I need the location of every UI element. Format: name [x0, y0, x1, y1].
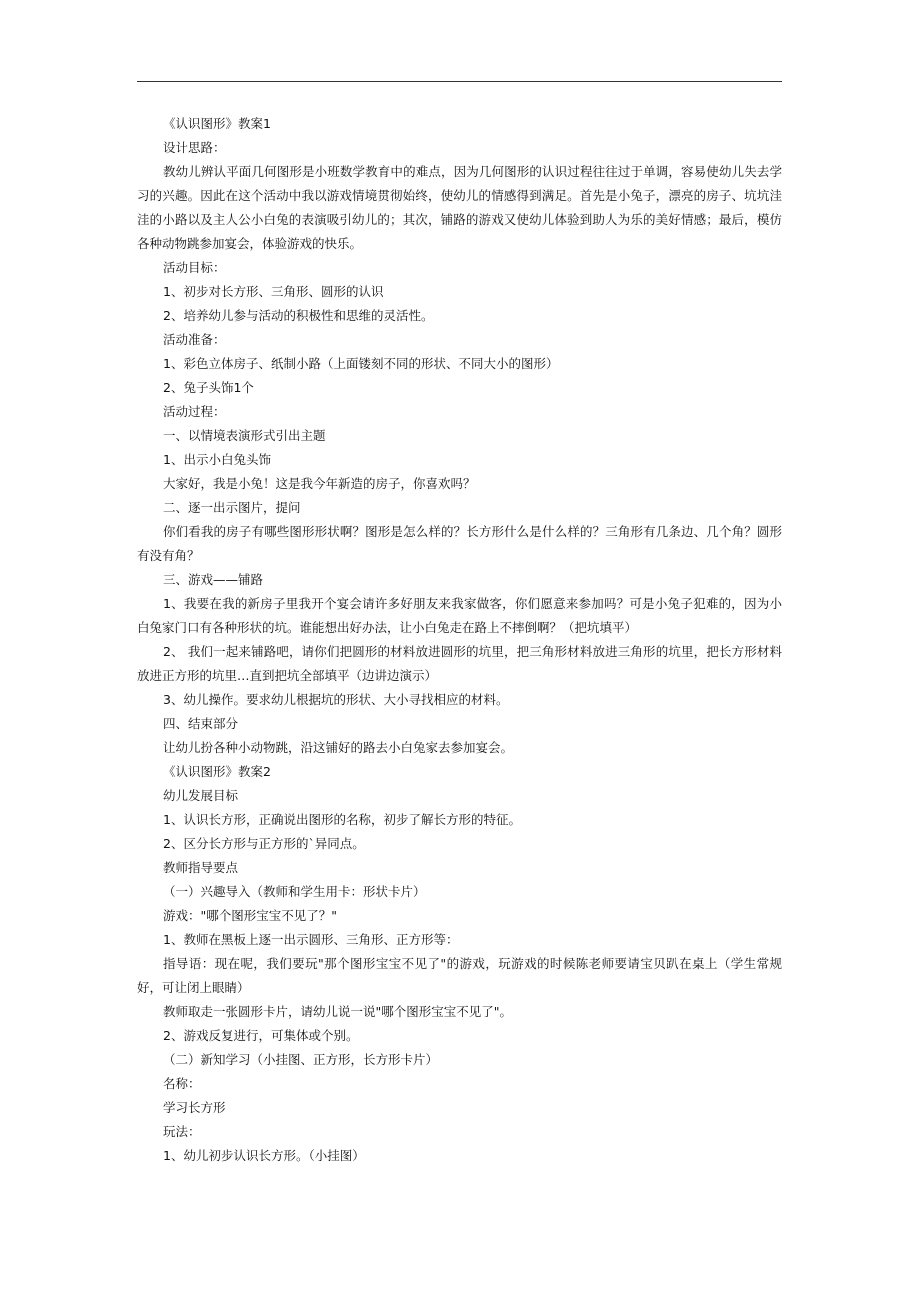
paragraph: 大家好，我是小兔！这是我今年新造的房子，你喜欢吗？: [163, 476, 476, 491]
paragraph: 幼儿发展目标: [163, 788, 239, 803]
paragraph: 学习长方形: [163, 1100, 226, 1115]
paragraph: 游戏："哪个图形宝宝不见了？": [163, 908, 337, 923]
lesson-1-title: 《认识图形》教案1: [163, 116, 271, 131]
document-body: [137, 112, 782, 1168]
paragraph: 2、兔子头饰1个: [163, 380, 254, 395]
paragraph: 2、 我们一起来铺路吧，请你们把圆形的材料放进圆形的坑里，把三角形材料放进三角形的坑里，把长方形材料放进正方形的坑里…直到把坑全部填平（边讲边演示）: [137, 644, 782, 683]
paragraph: 一、以情境表演形式引出主题: [163, 428, 326, 443]
paragraph: 1、幼儿初步认识长方形。（小挂图）: [163, 1148, 365, 1163]
paragraph: 教师取走一张圆形卡片，请幼儿说一说"哪个图形宝宝不见了"。: [163, 1004, 513, 1019]
paragraph: 教幼儿辨认平面几何图形是小班数学教育中的难点，因为几何图形的认识过程往往过于单调，容易使幼儿失去学习的兴趣。因此在这个活动中我以游戏情境贯彻始终，使幼儿的情感得到满足。首先是小兔子，漂亮的房子、坑坑洼洼的小路以及主人公小白兔的表演吸引幼儿的；其次，铺路的游戏又使幼儿体验到助人为乐的美好情感；最后，模仿各种动物跳参加宴会，体验游戏的快乐。: [137, 164, 782, 251]
paragraph: 你们看我的房子有哪些图形形状啊？图形是怎么样的？长方形什么是什么样的？三角形有几条边、几个角？圆形有没有角？: [137, 524, 782, 563]
paragraph: 1、教师在黑板上逐一出示圆形、三角形、正方形等：: [163, 932, 459, 947]
paragraph: 让幼儿扮各种小动物跳，沿这铺好的路去小白兔家去参加宴会。: [163, 740, 514, 755]
paragraph: 活动准备：: [163, 332, 226, 347]
lesson-2-title: 《认识图形》教案2: [163, 764, 271, 779]
paragraph: 玩法：: [163, 1124, 201, 1139]
paragraph: 1、初步对长方形、三角形、圆形的认识: [163, 284, 384, 299]
paragraph: 2、培养幼儿参与活动的积极性和思维的灵活性。: [163, 308, 434, 323]
paragraph: 2、区分长方形与正方形的`异同点。: [163, 836, 365, 851]
paragraph: 1、认识长方形，正确说出图形的名称，初步了解长方形的特征。: [163, 812, 521, 827]
header-rule: [137, 81, 782, 82]
paragraph: 1、我要在我的新房子里我开个宴会请许多好朋友来我家做客，你们愿意来参加吗？可是小兔子犯难的，因为小白兔家门口有各种形状的坑。谁能想出好办法，让小白兔走在路上不摔倒啊？（把坑填平）: [137, 596, 782, 635]
paragraph: 活动过程：: [163, 404, 226, 419]
paragraph: 名称：: [163, 1076, 201, 1091]
paragraph: 活动目标：: [163, 260, 226, 275]
paragraph: 设计思路：: [163, 140, 226, 155]
paragraph: 教师指导要点: [163, 860, 239, 875]
paragraph: 二、逐一出示图片，提问: [163, 500, 301, 515]
paragraph: 三、游戏——铺路: [163, 572, 264, 587]
paragraph: 1、出示小白兔头饰: [163, 452, 271, 467]
paragraph: 3、幼儿操作。要求幼儿根据坑的形状、大小寻找相应的材料。: [163, 692, 509, 707]
paragraph: 1、彩色立体房子、纸制小路（上面镂刻不同的形状、不同大小的图形）: [163, 356, 559, 371]
paragraph: 指导语：现在呢，我们要玩"那个图形宝宝不见了"的游戏，玩游戏的时候陈老师要请宝贝趴在桌上（学生常规好，可让闭上眼睛）: [137, 956, 782, 995]
paragraph: （一）兴趣导入（教师和学生用卡：形状卡片）: [163, 884, 426, 899]
paragraph: 四、结束部分: [163, 716, 239, 731]
paragraph: （二）新知学习（小挂图、正方形，长方形卡片）: [163, 1052, 439, 1067]
paragraph: 2、游戏反复进行，可集体或个别。: [163, 1028, 359, 1043]
